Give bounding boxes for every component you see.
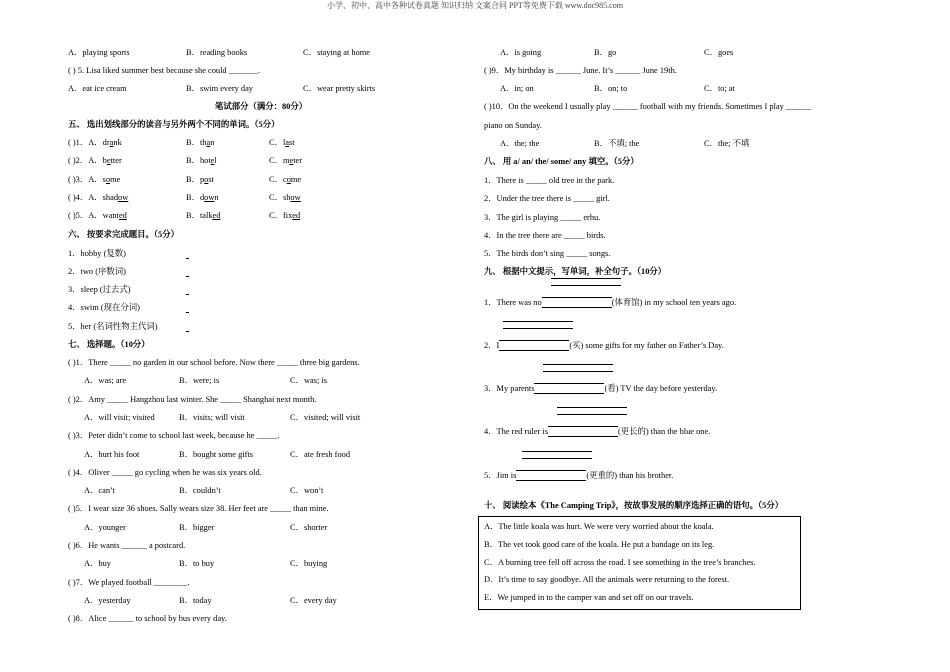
underlined-letters: e	[106, 156, 111, 166]
page-header: 小学、初中、高中各种试卷真题 知识归纳 文案合同 PPT等免费下载 www.doc985.com	[327, 1, 623, 10]
option: A．yesterday	[84, 595, 131, 605]
question-text: 3．My parents (看) TV the day before yesterday.	[484, 384, 718, 393]
question-option-b: B．down	[186, 192, 219, 202]
option: A．buy	[84, 559, 111, 569]
writing-guide-line	[503, 328, 573, 329]
writing-guide-line	[557, 407, 627, 408]
underlined-letters: ed	[212, 211, 221, 221]
underlined-letters: a	[285, 138, 290, 147]
section-title: 十、 阅读绘本《The Camping Trip》，按故事发展的顺序选择正确的语句。（5分）	[484, 501, 784, 510]
story-sentence: C．A burning tree fell off across the road. I see something in the tree’s branches.	[484, 557, 756, 567]
option: C．staying at home	[303, 48, 370, 57]
question-text: 4．In the tree there are _____ birds.	[484, 230, 606, 240]
story-sentence: D．It’s time to say goodbye. All the animals were returning to the forest.	[484, 575, 730, 585]
section-title: 八、 用 a/ an/ the/ some/ any 填空。（5分）	[484, 157, 639, 166]
option: B．不填; the	[594, 139, 640, 148]
option: B．bought some gifts	[179, 449, 253, 459]
answer-blank	[534, 383, 604, 394]
question-option-c: C．show	[269, 192, 301, 202]
option: A．hurt his foot	[84, 449, 140, 459]
question-option-c: C．come	[269, 174, 302, 184]
writing-guide-line	[543, 364, 613, 365]
option: B．on; to	[594, 84, 628, 93]
question-option-b: B．hotel	[186, 156, 217, 166]
question-text: ( )7．We played football ________.	[68, 577, 190, 587]
question-option-a: ( )1．A．drank	[68, 138, 122, 147]
underlined-letters: o	[204, 174, 209, 184]
question-option-a: ( )4．A．shadow	[68, 192, 129, 202]
underlined-letters: ow	[290, 192, 301, 202]
answer-blank	[516, 470, 586, 481]
question-text: 3．The girl is playing _____ erhu.	[484, 212, 601, 222]
question-option-b: B．talked	[186, 211, 221, 221]
answer-blank	[186, 294, 189, 295]
option: B．go	[594, 48, 617, 57]
question-text: 4．The red ruler is (更长的) than the blue one.	[484, 427, 711, 436]
option: B．bigger	[179, 522, 215, 532]
story-sentence: A．The little koala was hurt. We were very worried about the koala.	[484, 522, 714, 531]
question-text: piano on Sunday.	[484, 121, 542, 130]
underlined-letters: e	[210, 156, 215, 166]
answer-blank	[186, 312, 189, 313]
option: C．shorter	[290, 522, 328, 532]
underlined-letters: o	[105, 174, 111, 184]
question-text: ( )8．Alice ______ to school by bus every day.	[68, 614, 227, 624]
option: B．couldn’t	[179, 486, 221, 496]
option: A．younger	[84, 522, 126, 532]
underlined-letters: ow	[118, 192, 129, 202]
answer-blank	[548, 426, 618, 437]
story-sentence: B．The vet took good care of the koala. He put a bandage on its leg.	[484, 539, 715, 549]
writing-guide-line	[557, 414, 627, 415]
writing-guide-line	[522, 458, 592, 459]
underlined-letters: ed	[292, 211, 301, 221]
question-text: 5．Jim is (更重的) than his brother.	[484, 471, 674, 480]
question-text: 5．The birds don’t sing _____ songs.	[484, 249, 611, 259]
option: C．to; at	[704, 84, 735, 93]
option: C．the; 不填	[704, 139, 750, 148]
question-text: ( )5．I wear size 36 shoes. Sally wears size 38. Her feet are _____ than mine.	[68, 504, 329, 514]
underlined-letters: ow	[204, 192, 215, 202]
option: A．the; the	[500, 139, 540, 148]
option: C．buying	[290, 559, 328, 569]
writing-guide-line	[503, 321, 573, 322]
question-option-c: C．meter	[269, 156, 303, 166]
answer-blank	[186, 276, 189, 277]
underlined-letters: a	[109, 138, 114, 147]
option: A．is going	[500, 48, 542, 57]
question-option-c: C．last	[269, 138, 295, 147]
option: A．playing sports	[68, 48, 130, 57]
option: C．wear pretty skirts	[303, 84, 376, 93]
option: B．to buy	[179, 559, 215, 569]
question-text: 5．her (名词性物主代词)	[68, 321, 158, 331]
question-option-b: B．than	[186, 138, 215, 147]
option: C．visited; will visit	[290, 412, 361, 422]
option: A．can’t	[84, 486, 116, 496]
underlined-letters: o	[286, 174, 291, 184]
question-text: 2．I (买) some gifts for my father on Father’s Day.	[484, 341, 724, 350]
question-text: ( )10．On the weekend I usually play ______ football with my friends. Sometimes I play ______	[484, 102, 812, 111]
question-text: ( )4．Oliver _____ go cycling when he was six years old.	[68, 467, 262, 477]
writing-guide-line	[551, 278, 621, 279]
writing-guide-line	[551, 285, 621, 286]
option: B．were; is	[179, 376, 220, 386]
section-title: 七、 选择题。（10分）	[68, 340, 150, 349]
option: B．visits; will visit	[179, 412, 245, 422]
question-text: ( )2．Amy _____ Hangzhou last winter. She _____ Shanghai next month.	[68, 394, 317, 404]
question-option-b: B．post	[186, 174, 214, 184]
question-text: 1．hobby (复数)	[68, 248, 126, 258]
writing-guide-line	[522, 451, 592, 452]
answer-blank	[499, 340, 569, 351]
option: C．every day	[290, 595, 337, 605]
section-title: 九、 根据中文提示，写单词，补全句子。（10分）	[484, 267, 667, 276]
question-text: ( )3．Peter didn’t come to school last week, because he _____.	[68, 431, 280, 441]
question-text: 3．sleep (过去式)	[68, 285, 131, 295]
underlined-letters: e	[289, 156, 294, 166]
option: A．will visit; visited	[84, 412, 155, 422]
option: C．was; is	[290, 376, 327, 386]
option: B．reading books	[186, 48, 248, 57]
section-title: 六、 按要求完成题目。（5分）	[68, 230, 179, 239]
option: B．swim every day	[186, 84, 253, 93]
option: A．in; on	[500, 84, 534, 93]
option: B．today	[179, 595, 212, 605]
underlined-letters: ed	[118, 211, 127, 221]
question-text: 2．Under the tree there is _____ girl.	[484, 194, 610, 204]
answer-blank	[542, 297, 612, 308]
question-text: ( )9．My birthday is ______ June. It’s ______ June 19th.	[484, 66, 677, 75]
option: C．ate fresh food	[290, 449, 351, 459]
story-sentence: E．We jumped in to the camper van and set off on our travels.	[484, 593, 694, 603]
question-text: 1．There was no (体育馆) in my school ten years ago.	[484, 298, 737, 307]
question-text: 2．two (序数词)	[68, 266, 126, 276]
question-text: ( )1．There _____ no garden in our school before. Now there _____ three big gardens.	[68, 358, 360, 367]
option: C．goes	[704, 48, 734, 57]
question-text: ( )6．He wants ______ a postcard.	[68, 541, 186, 550]
writing-guide-line	[543, 371, 613, 372]
underlined-letters: a	[206, 138, 211, 147]
question-option-c: C．fixed	[269, 211, 301, 221]
option: A．eat ice cream	[68, 84, 127, 93]
question-option-a: ( )2．A．better	[68, 156, 122, 166]
option: A．was; are	[84, 376, 127, 386]
question-text: ( ) 5. Lisa liked summer best because she could _______.	[68, 66, 261, 75]
question-text: 1．There is _____ old tree in the park.	[484, 176, 615, 185]
question-option-a: ( )3．A．some	[68, 174, 121, 184]
written-section-title: 笔试部分（满分：80分）	[215, 102, 308, 111]
section-title: 五、 选出划线部分的读音与另外两个不同的单词。（5分）	[68, 120, 280, 129]
question-text: 4．swim (现在分词)	[68, 303, 140, 313]
answer-blank	[186, 331, 189, 332]
option: C．won’t	[290, 486, 324, 496]
answer-blank	[186, 258, 189, 259]
question-option-a: ( )5．A．wanted	[68, 211, 127, 221]
